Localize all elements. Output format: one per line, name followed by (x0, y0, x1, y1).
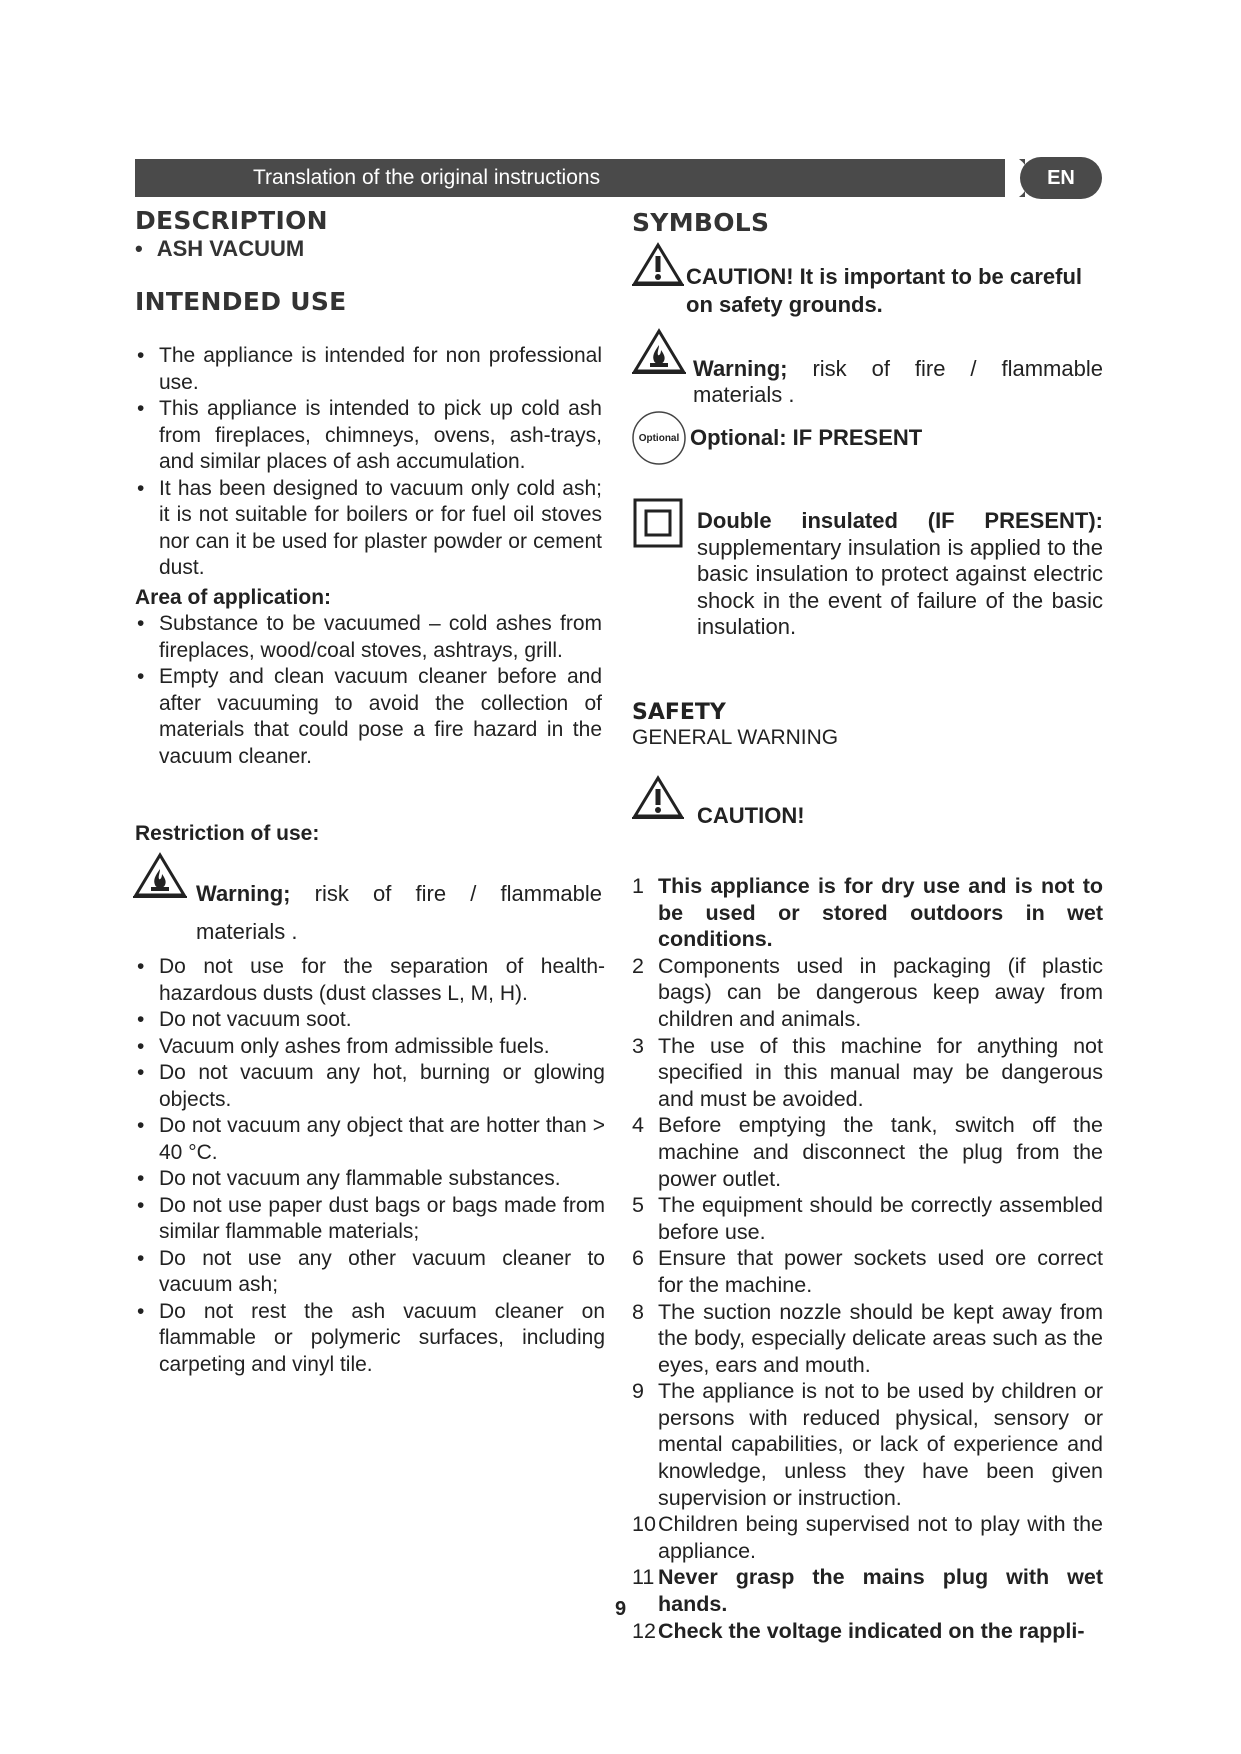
safety-item-text: The appliance is not to be used by children or persons with reduced physical, sensory or mental capabilities, or lack of experience and knowledge, unless they have been given supervision or instruction. (658, 1379, 1103, 1510)
safety-item-number: 4 (632, 1113, 644, 1138)
fire-warning-icon (133, 852, 187, 898)
safety-item-number: 8 (632, 1299, 644, 1324)
list-item: • It has been designed to vacuum only cold ash; it is not suitable for boilers or for fuel oil stoves nor can it be used for plaster powder or cement dust. (135, 476, 602, 582)
symbols-heading: SYMBOLS (632, 208, 770, 237)
safety-item-number: 9 (632, 1379, 644, 1404)
description-heading: DESCRIPTION (135, 206, 328, 235)
list-item: • Vacuum only ashes from admissible fuels. (135, 1034, 605, 1061)
restriction-warning: Warning; risk of fire / flammable materials . (196, 881, 602, 944)
list-item: • Do not use any other vacuum cleaner to vacuum ash; (135, 1246, 605, 1299)
safety-heading: SAFETY (632, 700, 726, 725)
double-insulated-icon (633, 498, 683, 548)
safety-item (632, 1033, 1103, 1113)
area-heading: Area of application: (135, 586, 332, 609)
restriction-list (135, 954, 605, 1378)
symbols-caution-text: CAUTION! It is important to be careful on safety grounds. (686, 264, 1083, 317)
safety-item-number: 11 (632, 1565, 655, 1590)
safety-item-text: This appliance is for dry use and is not to be used or stored outdoors in wet conditions. (658, 874, 1103, 952)
header-title: Translation of the original instructions (253, 166, 601, 189)
safety-item-number: 3 (632, 1033, 644, 1058)
safety-item (632, 1511, 1103, 1564)
restriction-heading: Restriction of use: (135, 822, 320, 845)
header-bar (135, 159, 1025, 197)
caution-icon (632, 242, 684, 286)
symbols-warning-text: Warning; risk of fire / flammable materials . (693, 356, 1103, 407)
list-item: • This appliance is intended to pick up cold ash from fireplaces, chimneys, ovens, ash-trays, and similar places of ash accumulation. (135, 396, 602, 476)
safety-item (632, 1112, 1103, 1192)
fire-warning-icon (632, 328, 686, 374)
list-item: • Do not vacuum any hot, burning or glowing objects. (135, 1060, 605, 1113)
safety-item (632, 953, 1103, 1033)
list-item: • Do not vacuum any flammable substances. (135, 1166, 605, 1193)
list-item: • Do not rest the ash vacuum cleaner on flammable or polymeric surfaces, including carpeting and vinyl tile. (135, 1299, 605, 1379)
symbols-optional-text: Optional: IF PRESENT (690, 425, 923, 450)
safety-item (632, 1618, 1103, 1645)
safety-caution-text: CAUTION! (697, 803, 805, 828)
safety-item-number: 6 (632, 1246, 644, 1271)
safety-list (632, 873, 1103, 1644)
list-item: • Do not use for the separation of health-hazardous dusts (dust classes L, M, H). (135, 954, 605, 1007)
safety-item-text: Ensure that power sockets used ore correct for the machine. (658, 1246, 1103, 1297)
optional-icon (631, 410, 687, 466)
safety-item-number: 2 (632, 953, 644, 978)
safety-item (632, 1245, 1103, 1298)
safety-item-number: 1 (632, 874, 644, 898)
safety-item-text: The use of this machine for anything not specified in this manual may be dangerous and must be avoided. (658, 1033, 1103, 1111)
list-item: • Do not use paper dust bags or bags made from similar flammable materials; (135, 1193, 605, 1246)
page-number: 9 (614, 1598, 627, 1620)
description-item: • ASH VACUUM (135, 236, 305, 261)
safety-item (632, 1378, 1103, 1511)
safety-item (632, 1192, 1103, 1245)
optional-badge-text: Optional (638, 433, 680, 444)
safety-subheading: GENERAL WARNING (632, 726, 839, 749)
safety-item (632, 1299, 1103, 1379)
safety-item-text: Before emptying the tank, switch off the machine and disconnect the plug from the power outlet. (658, 1113, 1103, 1191)
safety-item-number: 10 (632, 1512, 656, 1537)
list-item: • Substance to be vacuumed – cold ashes from fireplaces, wood/coal stoves, ashtrays, grill. (135, 611, 602, 664)
intended-use-heading: INTENDED USE (135, 287, 347, 316)
caution-icon (632, 775, 684, 819)
safety-item (632, 873, 1103, 953)
symbols-double-text: Double insulated (IF PRESENT): supplementary insulation is applied to the basic insulation to protect against electric shock in the event of failure of the basic insulation. (697, 508, 1103, 639)
language-badge: EN (1020, 157, 1102, 199)
safety-item-text: The suction nozzle should be kept away from the body, especially delicate areas such as the eyes, ears and mouth. (658, 1299, 1103, 1377)
list-item: • Empty and clean vacuum cleaner before and after vacuuming to avoid the collection of materials that could pose a fire hazard in the vacuum cleaner. (135, 664, 602, 770)
area-list (135, 611, 602, 770)
safety-item-text: Children being supervised not to play with the appliance. (658, 1512, 1103, 1563)
safety-item-text: Check the voltage indicated on the rappli- (658, 1618, 1085, 1643)
list-item: • Do not vacuum any object that are hotter than > 40 °C. (135, 1113, 605, 1166)
list-item: • Do not vacuum soot. (135, 1007, 605, 1034)
safety-item-number: 12 (632, 1618, 656, 1643)
safety-item-text: Components used in packaging (if plastic bags) can be dangerous keep away from children and animals. (658, 953, 1103, 1031)
safety-item-text: The equipment should be correctly assembled before use. (658, 1193, 1103, 1244)
safety-item-number: 5 (632, 1193, 644, 1218)
safety-item-text: Never grasp the mains plug with wet hands. (658, 1565, 1103, 1617)
list-item: • The appliance is intended for non professional use. (135, 343, 602, 396)
intended-use-list (135, 343, 602, 582)
